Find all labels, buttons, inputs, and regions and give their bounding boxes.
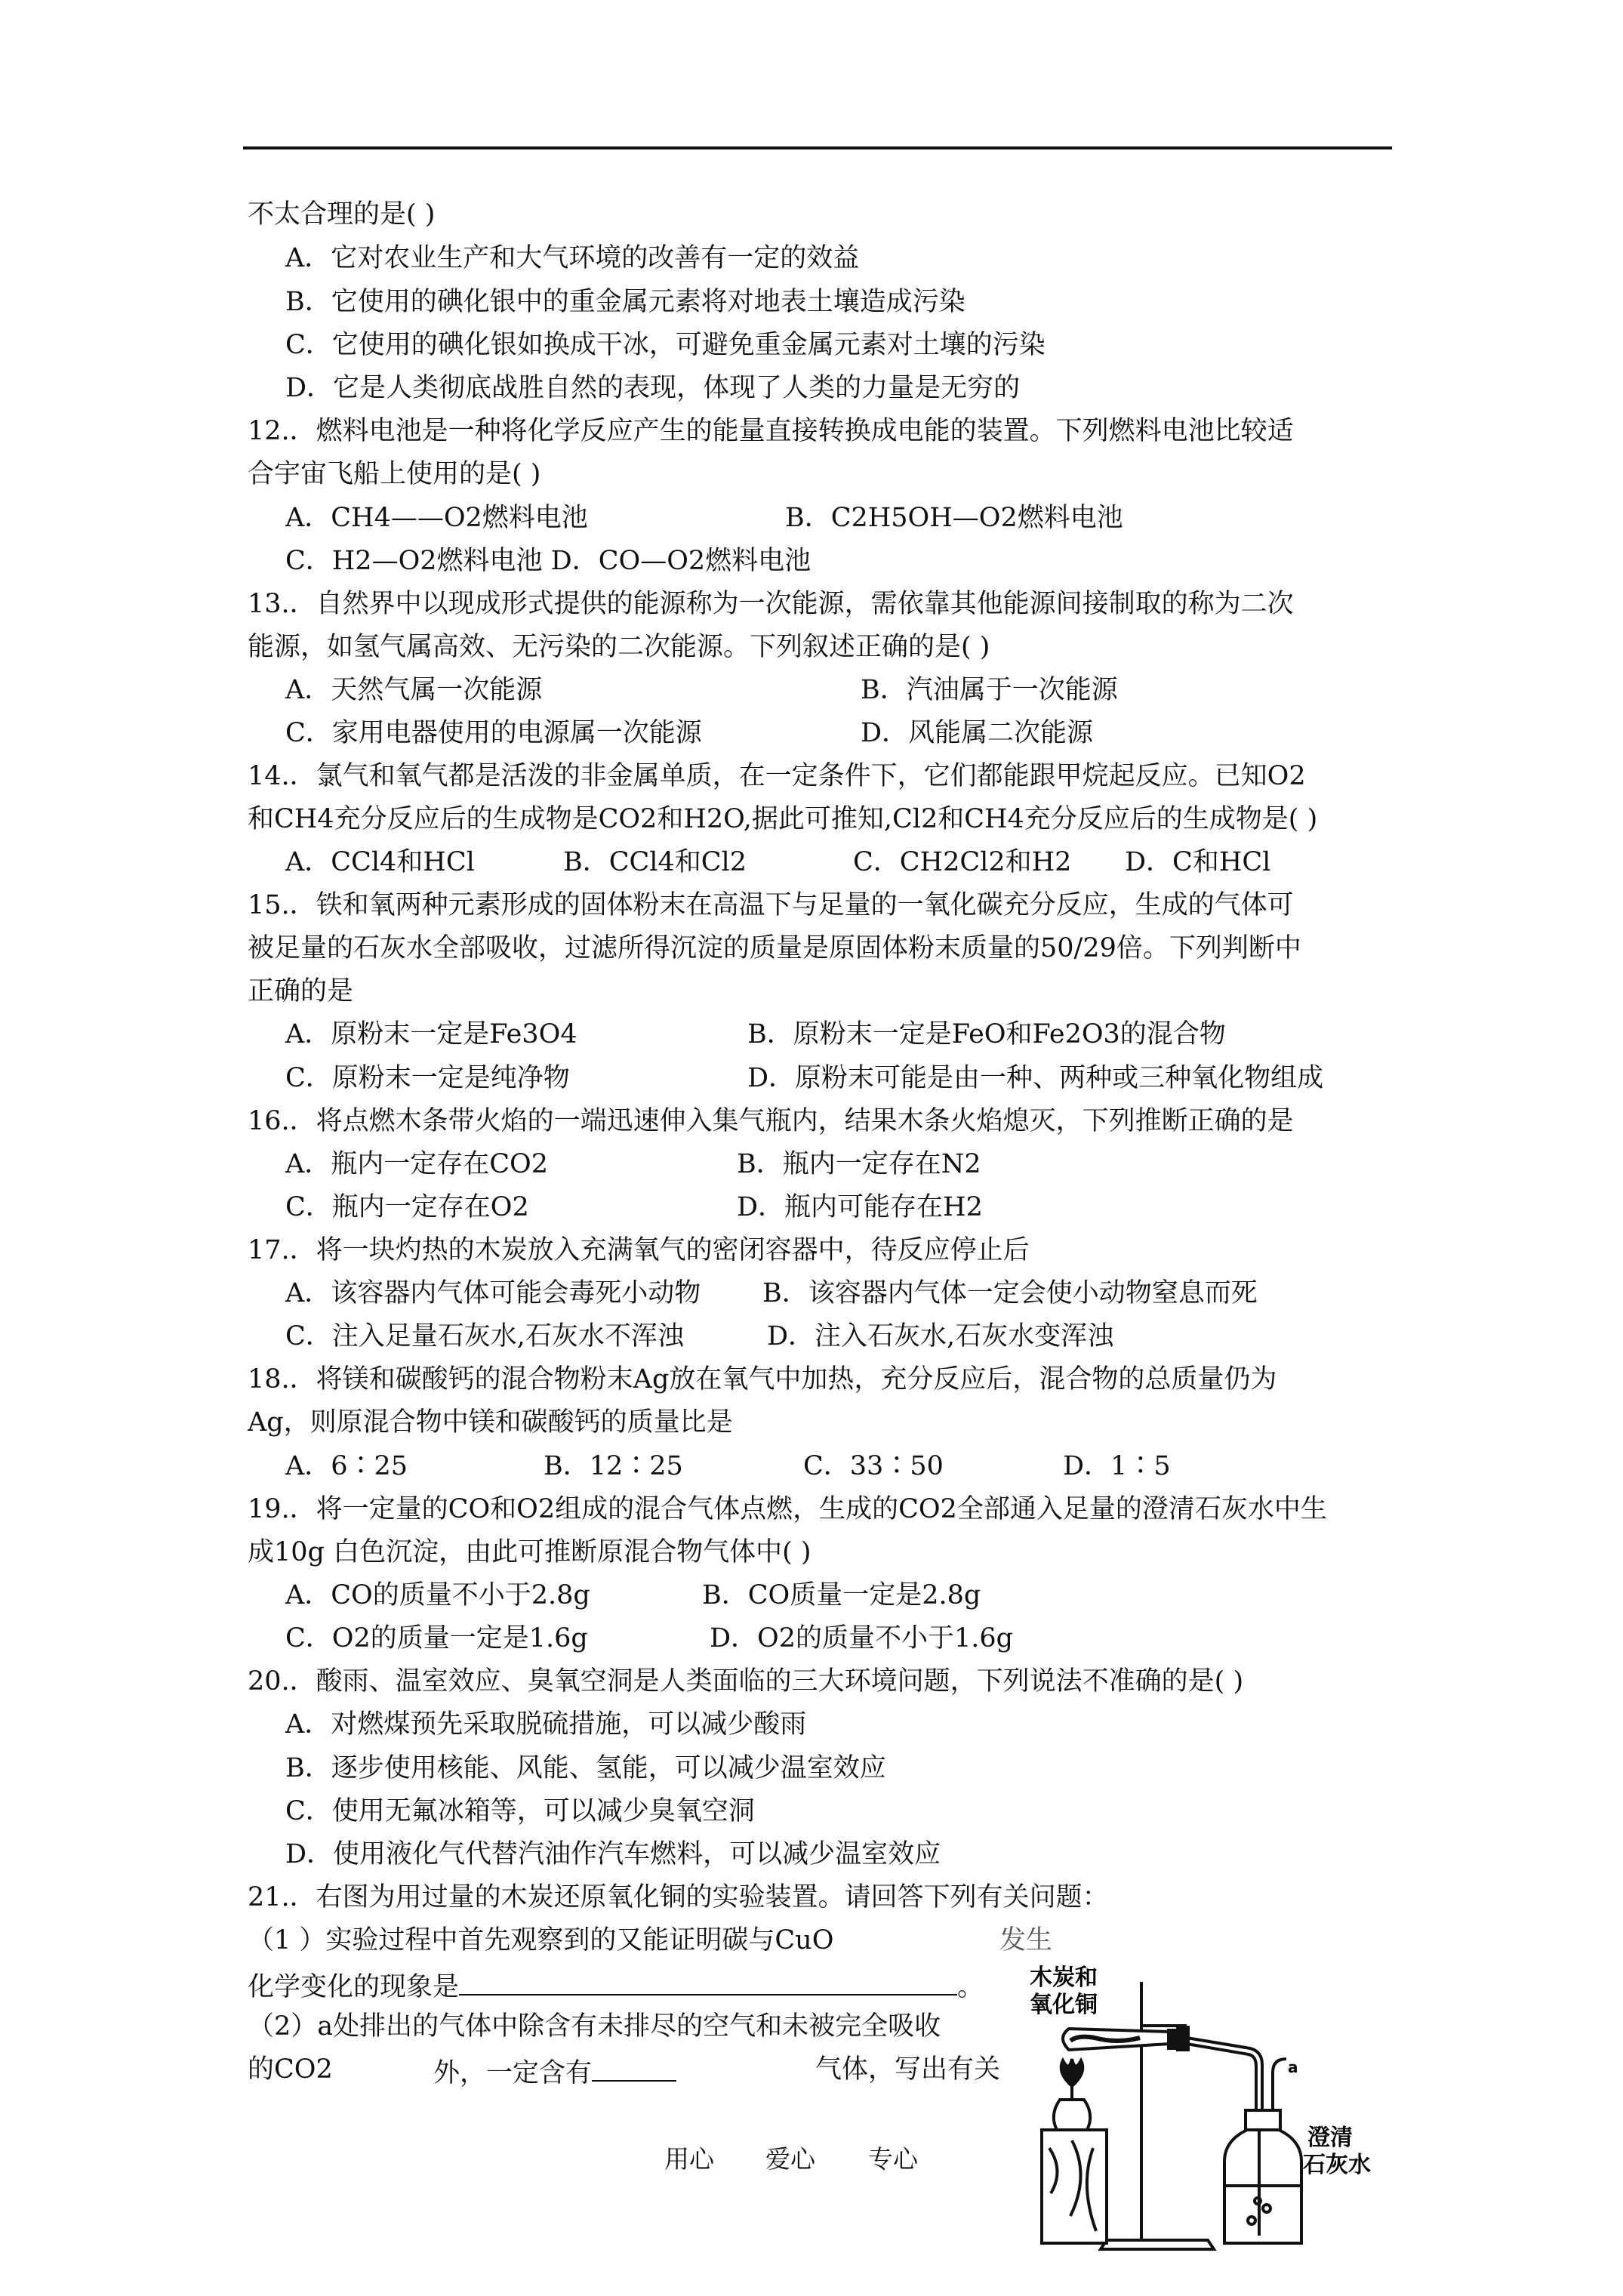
q21-answer-blank-2[interactable] [592,2054,676,2082]
q15-option-a: A．原粉末一定是Fe3O4 [285,1019,577,1049]
q21-answer-blank-1[interactable] [459,1968,957,1996]
q15-line-1: 15.．铁和氧两种元素形成的固体粉末在高温下与足量的一氧化碳充分反应，生成的气体可 [248,890,1294,920]
q19-line-1: 19.．将一定量的CO和O2组成的混合气体点燃，生成的CO2全部通入足量的澄清石灰水中生 [248,1494,1327,1524]
label-solution-1: 澄清 [1307,2125,1353,2151]
q17-option-d: D．注入石灰水,石灰水变浑浊 [767,1321,1114,1351]
q13-option-d: D．风能属二次能源 [861,718,1094,748]
q13-line-2: 能源，如氢气属高效、无污染的二次能源。下列叙述正确的是( ) [248,632,990,662]
q18-option-c: C．33∶50 [803,1451,944,1481]
label-solution-2: 石灰水 [1303,2152,1371,2178]
lamp-stand [1042,2130,1107,2243]
q15-option-d: D．原粉末可能是由一种、两种或三种氧化物组成 [747,1063,1324,1093]
q15-option-b: B．原粉末一定是FeO和Fe2O3的混合物 [747,1019,1226,1049]
q11-option-d: D．它是人类彻底战胜自然的表现，体现了人类的力量是无穷的 [285,373,1021,403]
q19-option-c: C．O2的质量一定是1.6g [285,1623,588,1653]
q21-part1-c-text: 化学变化的现象是 [248,1972,460,2002]
q18-line-2: Ag，则原混合物中镁和碳酸钙的质量比是 [248,1407,733,1438]
q21-part1-d-text: 。 [957,1972,984,2002]
q13-line-1: 13.．自然界中以现成形式提供的能源称为一次能源，需依靠其他能源间接制取的称为二次 [248,589,1294,619]
label-reactant-1: 木炭和 [1030,1965,1098,1991]
q14-option-a: A．CCl4和HCl [285,847,475,877]
header-rule [243,146,1392,149]
test-tube [1063,2027,1188,2050]
iron-stand [1101,1982,1214,2249]
q12-line-2: 合宇宙飞船上使用的是( ) [248,459,541,489]
q14-line-2: 和CH4充分反应后的生成物是CO2和H2O,据此可推知,Cl2和CH4充分反应后的生成物是( ) [248,804,1318,834]
q20-option-d: D．使用液化气代替汽油作汽车燃料，可以减少温室效应 [285,1839,941,1869]
footer-word-3: 专心 [868,2144,918,2174]
q13-option-a: A．天然气属一次能源 [285,675,543,705]
q11-option-a: A．它对农业生产和大气环境的改善有一定的效益 [285,243,860,273]
label-outlet-a: a [1288,2058,1298,2076]
q14-option-b: B．CCl4和Cl2 [563,847,747,877]
q13-option-b: B．汽油属于一次能源 [861,675,1118,705]
footer-word-1: 用心 [664,2144,714,2174]
q16-option-a: A．瓶内一定存在CO2 [285,1149,549,1179]
q21-part2-d: 气体，写出有关 [815,2054,1001,2085]
q16-option-b: B．瓶内一定存在N2 [737,1149,981,1179]
q14-option-c: C．CH2Cl2和H2 [853,847,1072,877]
q21-part2-c [433,2054,676,2088]
q20-option-a: A．对燃煤预先采取脱硫措施，可以减少酸雨 [285,1709,807,1740]
label-reactant-2: 氧化铜 [1030,1992,1098,2018]
q21-part2-a: （2）a处排出的气体中除含有未排尽的空气和未被完全吸收 [248,2011,941,2042]
q21-part2-b: 的CO2 [248,2054,333,2085]
q12-line-1: 12.．燃料电池是一种将化学反应产生的能量直接转换成电能的装置。下列燃料电池比较适 [248,416,1294,446]
q19-option-b: B．CO质量一定是2.8g [702,1580,981,1610]
q15-option-c: C．原粉末一定是纯净物 [285,1063,570,1093]
q21-line-1: 21.．右图为用过量的木炭还原氧化铜的实验装置。请回答下列有关问题： [248,1882,1109,1912]
washing-bottle [1224,2110,1301,2243]
q11-option-c: C．它使用的碘化银如换成干冰，可避免重金属元素对土壤的污染 [285,330,1046,360]
q17-option-a: A．该容器内气体可能会毒死小动物 [285,1278,701,1308]
q18-option-b: B．12∶25 [544,1451,683,1481]
q21-part1-b: 发生 [999,1925,1053,1955]
q21-part2-c-text: 外，一定含有 [433,2058,593,2088]
q16-option-d: D．瓶内可能存在H2 [737,1192,983,1222]
q19-line-2: 成10g 白色沉淀，由此可推断原混合物气体中( ) [248,1537,812,1567]
q14-option-d: D．C和HCl [1125,847,1271,877]
q12-option-cd: C．H2—O2燃料电池 D．CO—O2燃料电池 [285,546,812,576]
q21-part1-a: （1 ）实验过程中首先观察到的又能证明碳与CuO [248,1925,834,1955]
q13-option-c: C．家用电器使用的电源属一次能源 [285,718,702,748]
q11-stem: 不太合理的是( ) [248,199,436,230]
q17-option-c: C．注入足量石灰水,石灰水不浑浊 [285,1321,684,1351]
q14-line-1: 14.．氯气和氧气都是活泼的非金属单质，在一定条件下，它们都能跟甲烷起反应。已知O2 [248,761,1306,791]
q12-option-a: A．CH4——O2燃料电池 [285,503,588,533]
q18-option-a: A．6∶25 [285,1451,408,1481]
q17-line-1: 17.．将一块灼热的木炭放入充满氧气的密闭容器中，待反应停止后 [248,1235,1030,1265]
q17-option-b: B．该容器内气体一定会使小动物窒息而死 [762,1278,1258,1308]
q20-line-1: 20.．酸雨、温室效应、臭氧空洞是人类面临的三大环境问题，下列说法不准确的是( ) [248,1666,1244,1697]
q18-line-1: 18.．将镁和碳酸钙的混合物粉末Ag放在氧气中加热，充分反应后，混合物的总质量仍为 [248,1364,1277,1395]
q21-part1-c [248,1968,984,2002]
alcohol-lamp [1054,2059,1090,2130]
q16-option-c: C．瓶内一定存在O2 [285,1192,529,1222]
q18-option-d: D．1∶5 [1063,1451,1171,1481]
q16-line-1: 16.．将点燃木条带火焰的一端迅速伸入集气瓶内，结果木条火焰熄灭，下列推断正确的是 [248,1106,1294,1136]
q11-option-b: B．它使用的碘化银中的重金属元素将对地表土壤造成污染 [285,287,965,317]
q15-line-2: 被足量的石灰水全部吸收，过滤所得沉淀的质量是原固体粉末质量的50/29倍。下列判断中 [248,933,1301,963]
q12-option-b: B．C2H5OH—O2燃料电池 [785,503,1123,533]
footer-word-2: 爱心 [765,2144,815,2174]
q19-option-a: A．CO的质量不小于2.8g [285,1580,590,1610]
apparatus-figure [1027,1959,1404,2261]
q15-line-3: 正确的是 [248,976,354,1006]
q20-option-b: B．逐步使用核能、风能、氢能，可以减少温室效应 [285,1753,886,1783]
q19-option-d: D．O2的质量不小于1.6g [710,1623,1014,1653]
q20-option-c: C．使用无氟冰箱等，可以减少臭氧空洞 [285,1796,755,1826]
